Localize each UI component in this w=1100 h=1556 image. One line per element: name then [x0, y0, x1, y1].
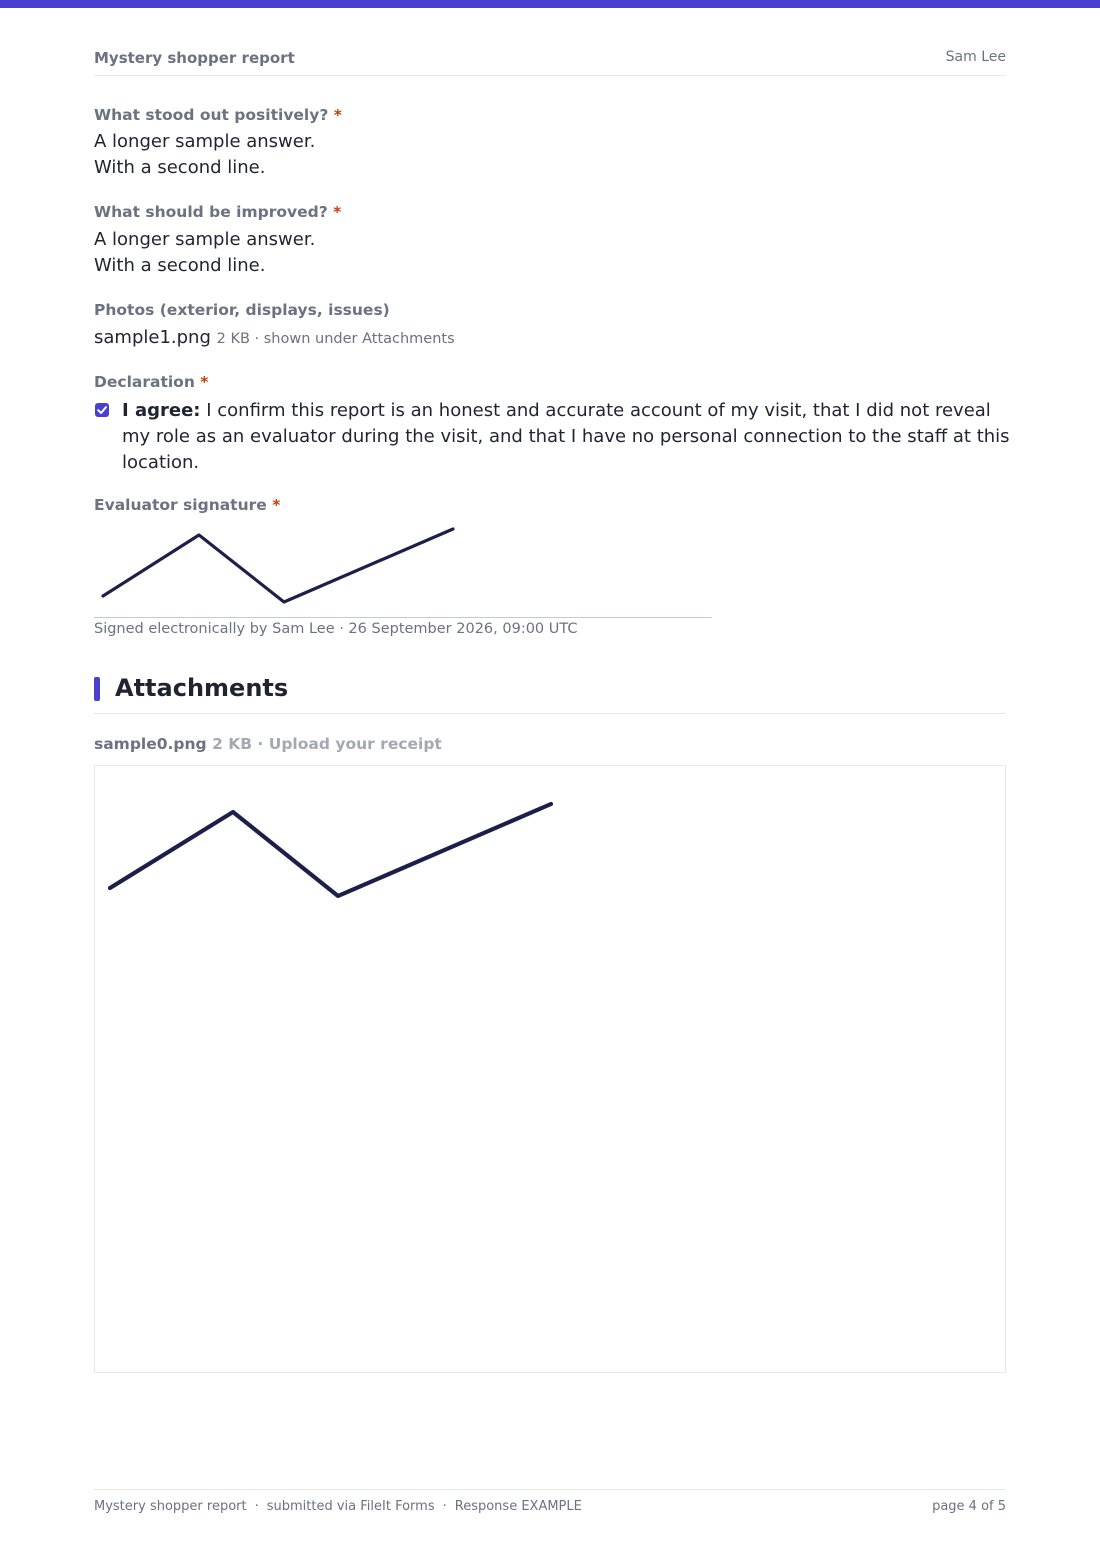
- declaration-text: [122, 398, 1012, 476]
- required-marker: *: [200, 373, 209, 391]
- page-footer: [94, 1489, 1006, 1520]
- section-accent-bar: [94, 677, 100, 701]
- photo-file-meta: 2 KB · shown under Attachments: [216, 331, 455, 347]
- checkmark-icon: [95, 403, 109, 417]
- document-title: Mystery shopper report: [94, 49, 295, 67]
- footer-info: [94, 1499, 582, 1514]
- footer-response: Response EXAMPLE: [454, 1499, 582, 1514]
- signature-box: [94, 520, 712, 618]
- answer-line: A longer sample answer.: [94, 131, 316, 152]
- answer-positive: [94, 129, 315, 181]
- attachments-section-header: [94, 674, 1006, 714]
- answer-improved: [94, 227, 315, 279]
- page-number: page 4 of 5: [932, 1499, 1006, 1514]
- signature-caption: Signed electronically by Sam Lee · 26 September 2026, 09:00 UTC: [94, 621, 578, 637]
- photo-file: [94, 327, 455, 348]
- question-label-improved: What should be improved? *: [94, 203, 342, 221]
- attachment-file-meta: 2 KB · Upload your receipt: [212, 735, 442, 753]
- footer-form-name: Mystery shopper report: [94, 1499, 247, 1514]
- agree-checkbox[interactable]: [95, 403, 109, 417]
- question-label-signature: Evaluator signature *: [94, 496, 281, 514]
- section-title: Attachments: [115, 674, 289, 702]
- photo-file-name[interactable]: sample1.png: [94, 327, 211, 348]
- attachment-label: [94, 735, 442, 753]
- required-marker: *: [272, 496, 281, 514]
- attachment-file-name[interactable]: sample0.png: [94, 735, 207, 753]
- declaration-body: I confirm this report is an honest and accurate account of my visit, that I did not reveal my role as an evaluator during the visit, and that I have no personal connection to the staff at this location.: [122, 400, 1010, 473]
- question-label-positive: What stood out positively? *: [94, 106, 342, 124]
- respondent-name: Sam Lee: [945, 49, 1006, 65]
- required-marker: *: [333, 203, 342, 221]
- top-accent-bar: [0, 0, 1100, 8]
- answer-line: With a second line.: [94, 255, 266, 276]
- attachment-preview[interactable]: [94, 765, 1006, 1373]
- attachment-image: [95, 766, 1005, 1372]
- signature-drawing: [94, 520, 712, 617]
- footer-separator: ·: [254, 1499, 259, 1514]
- footer-submitted: submitted via FileIt Forms: [266, 1499, 435, 1514]
- answer-line: With a second line.: [94, 157, 266, 178]
- agree-label: I agree:: [122, 400, 201, 421]
- page-header: [94, 48, 1006, 76]
- question-label-declaration: Declaration *: [94, 373, 209, 391]
- footer-separator: ·: [442, 1499, 447, 1514]
- question-label-photos: Photos (exterior, displays, issues): [94, 301, 390, 319]
- required-marker: *: [333, 106, 342, 124]
- answer-line: A longer sample answer.: [94, 229, 316, 250]
